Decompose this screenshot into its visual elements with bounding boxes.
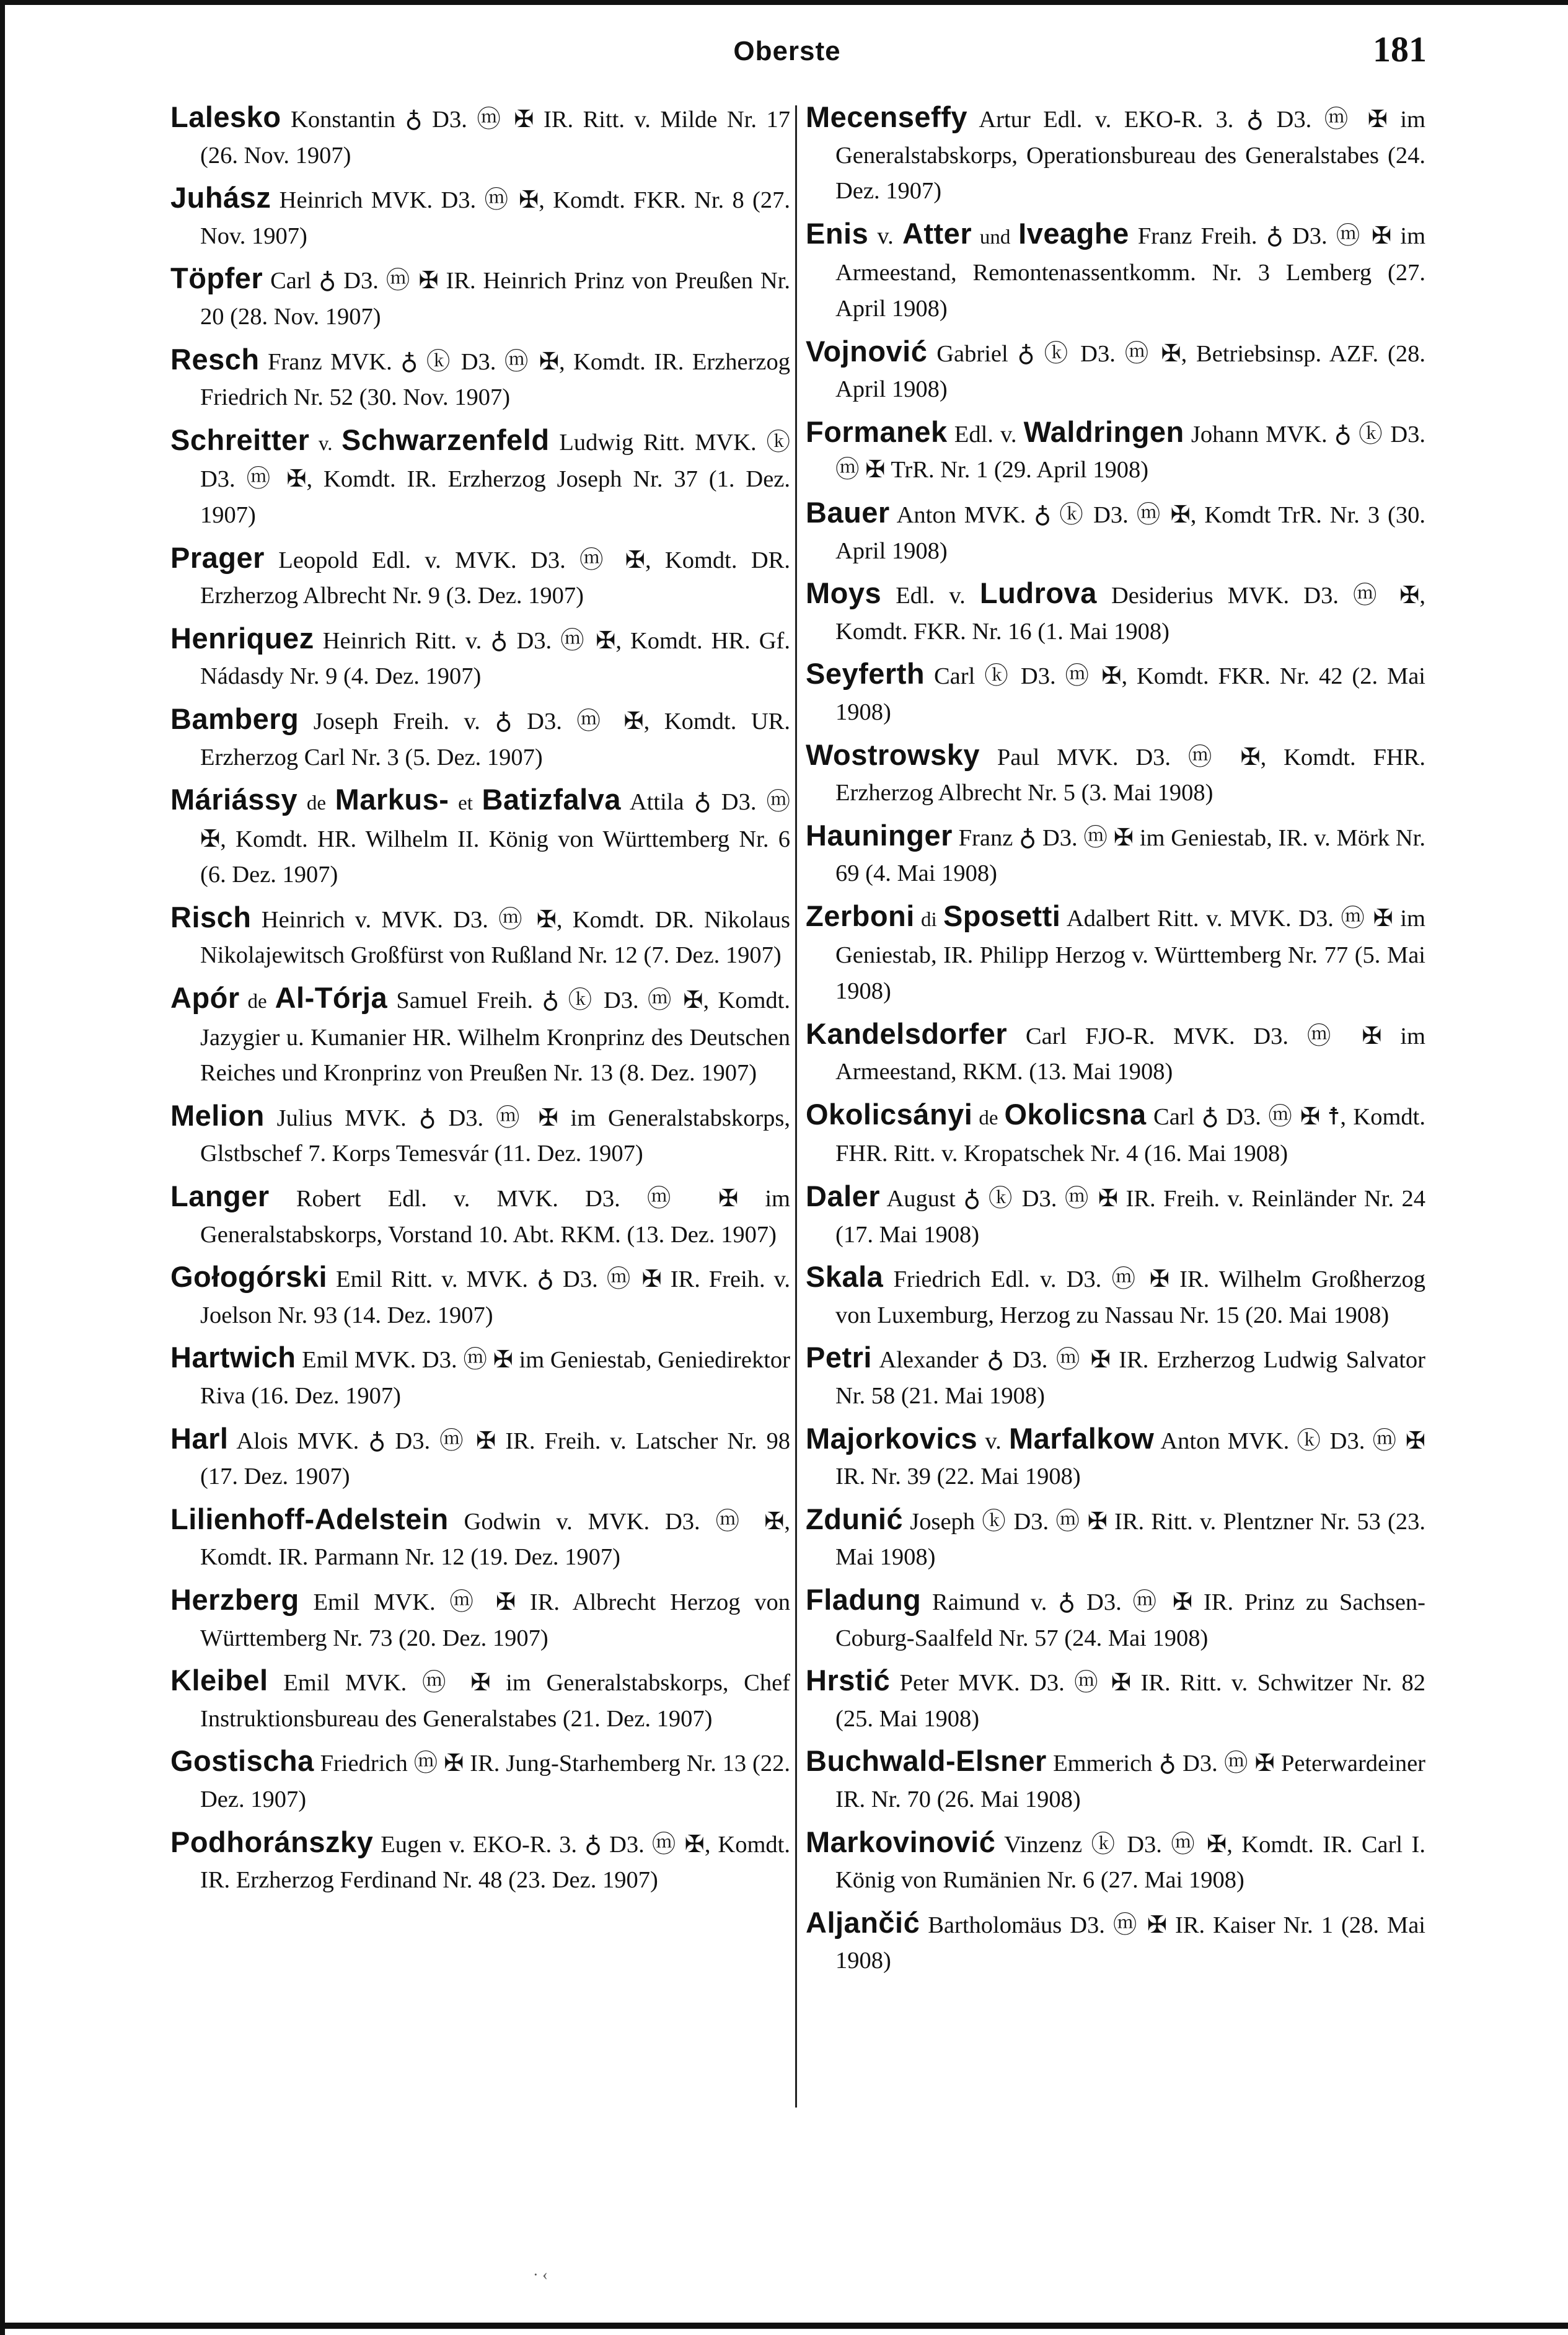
entry-text: Emil MVK. ⓜ ✠ IR. Albrecht Herzog von Württemberg Nr. 73 (20. Dez. 1907) bbox=[200, 1589, 790, 1651]
officer-entry bbox=[170, 899, 790, 974]
officer-entry bbox=[806, 818, 1425, 892]
entry-text: August ♁ ⓚ D3. ⓜ ✠ IR. Freih. v. Reinländer Nr. 24 (17. Mai 1908) bbox=[835, 1186, 1425, 1248]
entry-text: Emil Ritt. v. MVK. ♁ D3. ⓜ ✠ IR. Freih. v. Joelson Nr. 93 (14. Dez. 1907) bbox=[200, 1266, 790, 1328]
officer-entry bbox=[170, 1501, 790, 1576]
officer-entry bbox=[806, 1582, 1425, 1656]
officer-entry bbox=[170, 1421, 790, 1495]
entry-text: Heinrich v. MVK. D3. ⓜ ✠, Komdt. DR. Nikolaus Nikolajewitsch Großfürst von Rußland Nr. 12 (7. Dez. 1907) bbox=[200, 906, 790, 969]
officer-entry bbox=[170, 422, 790, 534]
officer-entry bbox=[170, 1098, 790, 1172]
entry-text: Attila ♁ D3. ⓜ ✠, Komdt. HR. Wilhelm II. König von Württemberg Nr. 6 (6. Dez. 1907) bbox=[200, 789, 790, 888]
officer-name: Skala bbox=[806, 1260, 884, 1294]
entry-text: Vinzenz ⓚ D3. ⓜ ✠, Komdt. IR. Carl I. König von Rumänien Nr. 6 (27. Mai 1908) bbox=[835, 1831, 1425, 1894]
officer-name: Schwarzenfeld bbox=[341, 423, 550, 456]
officer-entry bbox=[170, 260, 790, 335]
officer-name: Herzberg bbox=[170, 1582, 299, 1616]
officer-name: Kleibel bbox=[170, 1664, 268, 1697]
officer-name: Henriquez bbox=[170, 621, 314, 655]
officer-entry bbox=[170, 782, 790, 893]
officer-name: Okolicsna bbox=[1004, 1097, 1147, 1131]
entry-text: Anton MVK. ♁ ⓚ D3. ⓜ ✠, Komdt TrR. Nr. 3 (30. April 1908) bbox=[835, 501, 1425, 564]
officer-entry bbox=[170, 99, 790, 174]
entry-text: Godwin v. MVK. D3. ⓜ ✠, Komdt. IR. Parmann Nr. 12 (19. Dez. 1907) bbox=[200, 1508, 790, 1571]
officer-name: Bamberg bbox=[170, 702, 299, 735]
entry-text: Heinrich MVK. D3. ⓜ ✠, Komdt. FKR. Nr. 8 (27. Nov. 1907) bbox=[200, 187, 790, 249]
entry-text: Ludwig Ritt. MVK. ⓚ D3. ⓜ ✠, Komdt. IR. Erzherzog Joseph Nr. 37 (1. Dez. 1907) bbox=[200, 429, 790, 528]
officer-entry bbox=[806, 737, 1425, 811]
officer-entry bbox=[806, 1097, 1425, 1172]
officer-entry bbox=[170, 701, 790, 775]
officer-name: Vojnović bbox=[806, 334, 928, 368]
officer-name: Ludrova bbox=[979, 576, 1097, 610]
entry-text: Julius MVK. ♁ D3. ⓜ ✠ im Generalstabskorps, Glstbschef 7. Korps Temesvár (11. Dez. 1907) bbox=[200, 1105, 790, 1167]
officer-name: Gołogórski bbox=[170, 1260, 328, 1294]
officer-name: Apór bbox=[170, 981, 240, 1015]
officer-entry bbox=[170, 540, 790, 614]
officer-name: Formanek bbox=[806, 415, 948, 448]
officer-name: Risch bbox=[170, 900, 252, 934]
right-column bbox=[806, 99, 1425, 1985]
entry-text: Friedrich ⓜ ✠ IR. Jung-Starhemberg Nr. 13 (22. Dez. 1907) bbox=[200, 1750, 790, 1812]
officer-entry bbox=[806, 414, 1425, 488]
officer-name: Al-Tórja bbox=[275, 981, 388, 1015]
officer-name: Prager bbox=[170, 541, 265, 574]
entry-text: Franz ♁ D3. ⓜ ✠ im Geniestab, IR. v. Mörk Nr. 69 (4. Mai 1908) bbox=[835, 824, 1425, 887]
officer-entry bbox=[806, 898, 1425, 1010]
officer-entry bbox=[806, 656, 1425, 730]
officer-name: Marfalkow bbox=[1008, 1421, 1155, 1455]
entry-text: Konstantin ♁ D3. ⓜ ✠ IR. Ritt. v. Milde Nr. 17 (26. Nov. 1907) bbox=[200, 107, 790, 169]
entry-text: und bbox=[972, 226, 1019, 249]
entry-text: Edl. v. bbox=[881, 583, 980, 609]
entry-text: Heinrich Ritt. v. ♁ D3. ⓜ ✠, Komdt. HR. Gf. Nádasdy Nr. 9 (4. Dez. 1907) bbox=[200, 627, 790, 690]
entry-text: Friedrich Edl. v. D3. ⓜ ✠ IR. Wilhelm Großherzog von Luxemburg, Herzog zu Nassau Nr. 15 (20. Mai 1908) bbox=[835, 1266, 1425, 1328]
entry-text: Eugen v. EKO-R. 3. ♁ D3. ⓜ ✠, Komdt. IR. Erzherzog Ferdinand Nr. 48 (23. Dez. 1907) bbox=[200, 1831, 790, 1894]
officer-name: Zdunić bbox=[806, 1502, 904, 1535]
officer-name: Kandelsdorfer bbox=[806, 1017, 1008, 1050]
entry-text: Carl FJO-R. MVK. D3. ⓜ ✠ im Armeestand, RKM. (13. Mai 1908) bbox=[835, 1023, 1425, 1085]
entry-text: Alexander ♁ D3. ⓜ ✠ IR. Erzherzog Ludwig Salvator Nr. 58 (21. Mai 1908) bbox=[835, 1347, 1425, 1409]
officer-entry bbox=[170, 1582, 790, 1656]
officer-name: Aljančić bbox=[806, 1905, 920, 1939]
officer-entry bbox=[806, 1824, 1425, 1899]
entry-text: Emil MVK. D3. ⓜ ✠ im Geniestab, Geniedirektor Riva (16. Dez. 1907) bbox=[200, 1347, 790, 1409]
officer-entry bbox=[170, 980, 790, 1092]
officer-name: Sposetti bbox=[943, 899, 1061, 932]
officer-name: Atter bbox=[902, 216, 972, 250]
entry-text: Franz Freih. ♁ D3. ⓜ ✠ im Armeestand, Remontenassentkomm. Nr. 3 Lemberg (27. April 1908) bbox=[835, 223, 1426, 322]
officer-name: Hrstić bbox=[806, 1664, 891, 1697]
officer-name: Resch bbox=[170, 342, 260, 376]
entry-text: Emil MVK. ⓜ ✠ im Generalstabskorps, Chef Instruktionsbureau des Generalstabes (21. Dez. 1907) bbox=[200, 1670, 790, 1732]
officer-name: Okolicsányi bbox=[806, 1097, 973, 1131]
officer-name: Enis bbox=[806, 216, 869, 250]
officer-entry bbox=[170, 180, 790, 254]
officer-name: Iveaghe bbox=[1018, 216, 1129, 250]
officer-name: Töpfer bbox=[170, 262, 263, 295]
officer-name: Máriássy bbox=[170, 783, 298, 816]
entry-text: Paul MVK. D3. ⓜ ✠, Komdt. FHR. Erzherzog Albrecht Nr. 5 (3. Mai 1908) bbox=[835, 744, 1425, 806]
officer-name: Mecenseffy bbox=[806, 100, 967, 133]
officer-name: Schreitter bbox=[170, 423, 310, 456]
entry-text: v. bbox=[868, 223, 902, 249]
officer-name: Hartwich bbox=[170, 1341, 296, 1374]
officer-name: Hauninger bbox=[806, 818, 953, 852]
officer-name: Waldringen bbox=[1023, 415, 1184, 448]
officer-entry bbox=[806, 99, 1425, 210]
officer-entry bbox=[806, 1905, 1425, 1979]
running-head: Oberste bbox=[733, 36, 841, 66]
page-number: 181 bbox=[1373, 29, 1427, 69]
officer-name: Majorkovics bbox=[806, 1421, 978, 1455]
officer-entry bbox=[806, 333, 1425, 408]
officer-name: Seyferth bbox=[806, 657, 925, 691]
officer-entry bbox=[806, 1016, 1425, 1090]
entry-text: Leopold Edl. v. MVK. D3. ⓜ ✠, Komdt. DR. Erzherzog Albrecht Nr. 9 (3. Dez. 1907) bbox=[200, 547, 790, 609]
officer-entry bbox=[806, 575, 1425, 650]
officer-entry bbox=[170, 1743, 790, 1817]
officer-name: Markovinović bbox=[806, 1825, 996, 1858]
entry-text: et bbox=[449, 792, 482, 815]
entry-text: Robert Edl. v. MVK. D3. ⓜ ✠ im Generalstabskorps, Vorstand 10. Abt. RKM. (13. Dez. 1907) bbox=[200, 1186, 790, 1248]
officer-name: Zerboni bbox=[806, 899, 915, 932]
entry-text: Peter MVK. D3. ⓜ ✠ IR. Ritt. v. Schwitzer Nr. 82 (25. Mai 1908) bbox=[835, 1670, 1425, 1732]
officer-entry bbox=[170, 1824, 790, 1899]
officer-name: Buchwald-Elsner bbox=[806, 1744, 1047, 1778]
officer-name: Moys bbox=[806, 576, 882, 610]
officer-entry bbox=[170, 620, 790, 695]
entry-text: Anton MVK. ⓚ D3. ⓜ ✠ IR. Nr. 39 (22. Mai 1908) bbox=[835, 1428, 1426, 1490]
entry-text: Joseph ⓚ D3. ⓜ ✠ IR. Ritt. v. Plentzner Nr. 53 (23. Mai 1908) bbox=[835, 1508, 1425, 1571]
officer-entry bbox=[170, 342, 790, 416]
officer-entry bbox=[806, 1340, 1425, 1414]
entry-text: v. bbox=[977, 1428, 1009, 1454]
entry-text: di bbox=[914, 908, 943, 931]
entry-text: Carl ♁ D3. ⓜ ✠ ☨, Komdt. FHR. Ritt. v. Kropatschek Nr. 4 (16. Mai 1908) bbox=[835, 1103, 1425, 1167]
footer-marks: · ‹ bbox=[533, 2266, 548, 2284]
entry-text: Artur Edl. v. EKO-R. 3. ♁ D3. ⓜ ✠ im Generalstabskorps, Operationsbureau des Generalstabes (24. Dez. 1907) bbox=[835, 107, 1425, 205]
entry-text: Carl ♁ D3. ⓜ ✠ IR. Heinrich Prinz von Preußen Nr. 20 (28. Nov. 1907) bbox=[200, 268, 790, 330]
officer-entry bbox=[806, 216, 1425, 327]
officer-name: Batizfalva bbox=[482, 783, 621, 816]
officer-entry bbox=[170, 1178, 790, 1253]
entry-text: de bbox=[239, 991, 275, 1013]
entry-text: v. bbox=[309, 432, 341, 455]
officer-entry bbox=[806, 1743, 1425, 1817]
officer-name: Podhoránszky bbox=[170, 1825, 374, 1858]
column-divider bbox=[795, 105, 797, 2108]
officer-entry bbox=[806, 1662, 1425, 1737]
officer-entry bbox=[806, 1178, 1425, 1253]
officer-entry bbox=[806, 1501, 1425, 1576]
entry-text: Edl. v. bbox=[947, 421, 1024, 448]
entry-text: Raimund v. ♁ D3. ⓜ ✠ IR. Prinz zu Sachsen-Coburg-Saalfeld Nr. 57 (24. Mai 1908) bbox=[835, 1589, 1425, 1651]
officer-entry bbox=[806, 1259, 1425, 1333]
left-column bbox=[170, 99, 790, 1905]
entry-text: Emmerich ♁ D3. ⓜ ✠ Peterwardeiner IR. Nr. 70 (26. Mai 1908) bbox=[835, 1750, 1425, 1812]
officer-name: Petri bbox=[806, 1341, 872, 1374]
officer-name: Melion bbox=[170, 1098, 265, 1132]
officer-name: Lilienhoff-Adelstein bbox=[170, 1502, 449, 1535]
entry-text: de bbox=[297, 792, 335, 815]
entry-text: Alois MVK. ♁ D3. ⓜ ✠ IR. Freih. v. Latscher Nr. 98 (17. Dez. 1907) bbox=[200, 1428, 790, 1490]
entry-text: Adalbert Ritt. v. MVK. D3. ⓜ ✠ im Geniestab, IR. Philipp Herzog v. Württemberg Nr. 77 (5. Mai 1908) bbox=[835, 905, 1426, 1005]
officer-name: Bauer bbox=[806, 495, 890, 529]
entry-text: Bartholomäus D3. ⓜ ✠ IR. Kaiser Nr. 1 (28. Mai 1908) bbox=[835, 1912, 1425, 1974]
officer-name: Langer bbox=[170, 1180, 270, 1213]
officer-name: Harl bbox=[170, 1421, 229, 1455]
entry-text: Gabriel ♁ ⓚ D3. ⓜ ✠, Betriebsinsp. AZF. (28. April 1908) bbox=[835, 340, 1425, 403]
entry-text: Desiderius MVK. D3. ⓜ ✠, Komdt. FKR. Nr. 16 (1. Mai 1908) bbox=[835, 583, 1426, 645]
officer-name: Wostrowsky bbox=[806, 738, 980, 771]
officer-entry bbox=[806, 1421, 1425, 1495]
officer-entry bbox=[170, 1662, 790, 1737]
entry-text: Johann MVK. ♁ ⓚ D3. ⓜ ✠ TrR. Nr. 1 (29. April 1908) bbox=[835, 421, 1426, 483]
officer-name: Lalesko bbox=[170, 100, 281, 133]
entry-text: Franz MVK. ♁ ⓚ D3. ⓜ ✠, Komdt. IR. Erzherzog Friedrich Nr. 52 (30. Nov. 1907) bbox=[200, 348, 790, 411]
entry-text: Joseph Freih. v. ♁ D3. ⓜ ✠, Komdt. UR. Erzherzog Carl Nr. 3 (5. Dez. 1907) bbox=[200, 708, 790, 770]
entry-text: Samuel Freih. ♁ ⓚ D3. ⓜ ✠, Komdt. Jazygier u. Kumanier HR. Wilhelm Kronprinz des Deutschen Reiches und Kronprinz von Preußen Nr. 13 (8. Dez. 1907) bbox=[200, 987, 790, 1087]
officer-name: Daler bbox=[806, 1180, 881, 1213]
officer-name: Gostischa bbox=[170, 1744, 314, 1778]
officer-entry bbox=[170, 1340, 790, 1414]
officer-name: Fladung bbox=[806, 1582, 922, 1616]
officer-entry bbox=[170, 1259, 790, 1333]
entry-text: Carl ⓚ D3. ⓜ ✠, Komdt. FKR. Nr. 42 (2. Mai 1908) bbox=[835, 663, 1425, 725]
entry-text: de bbox=[972, 1106, 1005, 1129]
officer-name: Markus- bbox=[335, 783, 449, 816]
officer-entry bbox=[806, 495, 1425, 569]
officer-name: Juhász bbox=[170, 181, 271, 214]
